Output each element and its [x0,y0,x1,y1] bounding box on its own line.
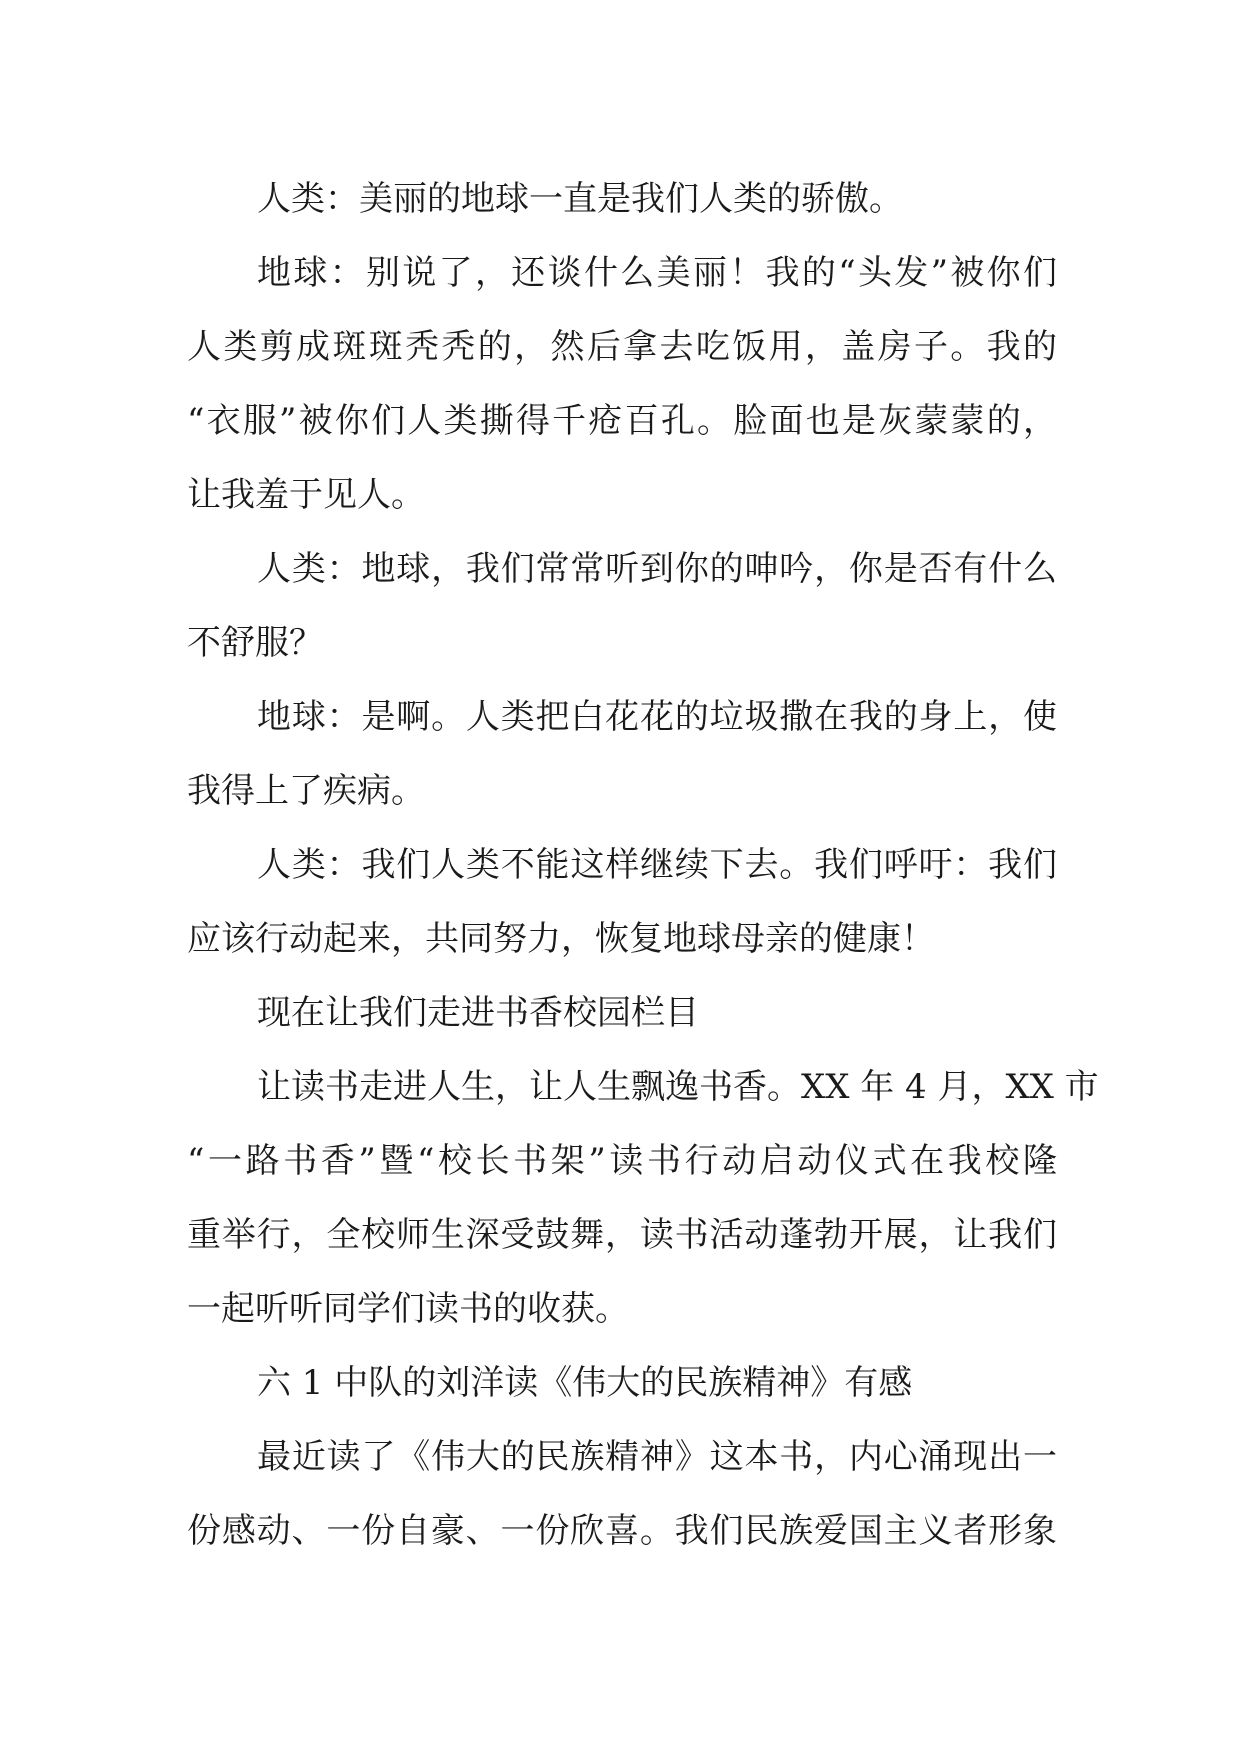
document-body [187,162,1099,1568]
text-line: 重举行，全校师生深受鼓舞，读书活动蓬勃开展，让我们 [187,1215,1057,1255]
text-line: 人类：美丽的地球一直是我们人类的骄傲。 [257,179,903,219]
text-line: 最近读了《伟大的民族精神》这本书，内心涌现出一 [257,1437,1057,1477]
text-line: 一起听听同学们读书的收获。 [187,1289,629,1329]
text-line: “衣服”被你们人类撕得千疮百孔。脸面也是灰蒙蒙的， [187,401,1057,441]
text-line: 地球：是啊。人类把白花花的垃圾撒在我的身上，使 [257,697,1057,737]
text-line: “一路书香”暨“校长书架”读书行动启动仪式在我校隆 [187,1141,1057,1181]
text-line: 份感动、一份自豪、一份欣喜。我们民族爱国主义者形象 [187,1511,1057,1551]
text-line: 我得上了疾病。 [187,771,425,811]
text-line: 六 1 中队的刘洋读《伟大的民族精神》有感 [257,1363,913,1403]
text-line: 人类：我们人类不能这样继续下去。我们呼吁：我们 [257,845,1057,885]
text-line: 应该行动起来，共同努力，恢复地球母亲的健康！ [187,919,935,959]
text-line: 现在让我们走进书香校园栏目 [257,993,699,1033]
text-line: 不舒服？ [187,623,323,663]
text-line: 人类剪成斑斑秃秃的，然后拿去吃饭用，盖房子。我的 [187,327,1057,367]
text-line: 地球：别说了，还谈什么美丽！我的“头发”被你们 [257,253,1057,293]
text-line: 人类：地球，我们常常听到你的呻吟，你是否有什么 [257,549,1057,589]
text-line: 让读书走进人生，让人生飘逸书香。XX 年 4 月，XX 市 [257,1067,1099,1107]
text-line: 让我羞于见人。 [187,475,425,515]
